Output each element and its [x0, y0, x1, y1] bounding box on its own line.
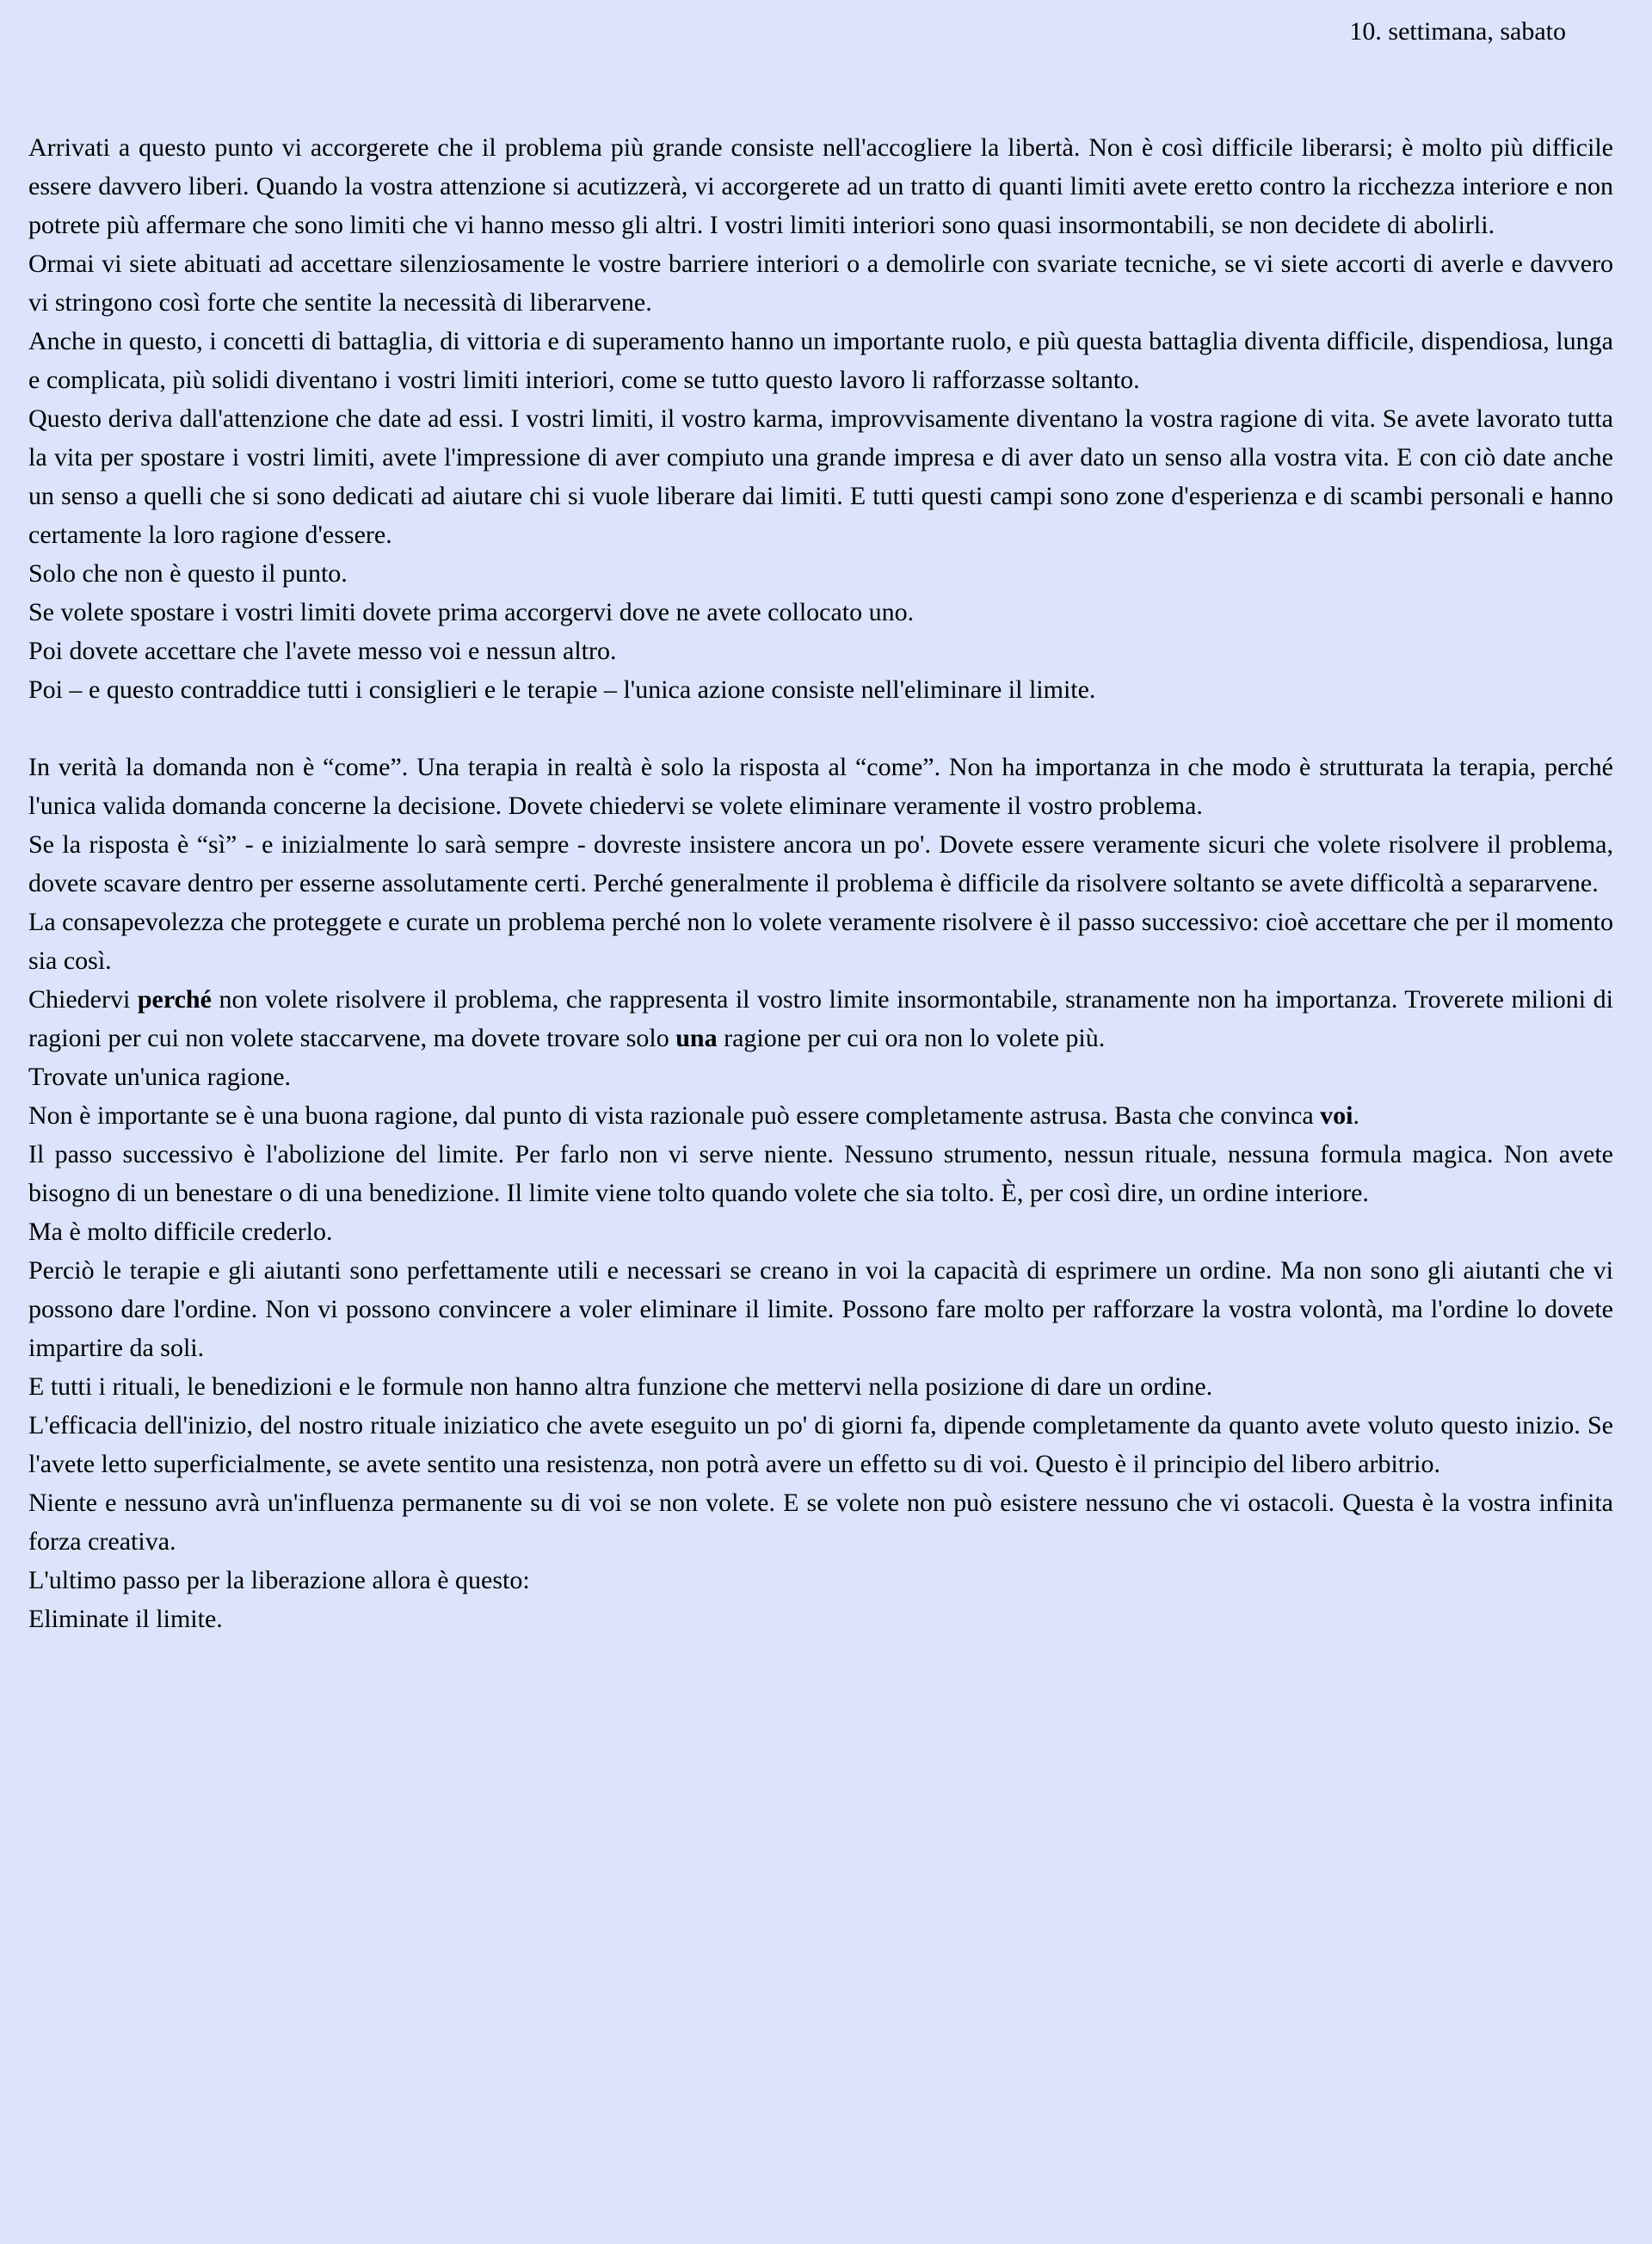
text-segment: Non è importante se è una buona ragione, dal punto di vista razionale può essere completamente astrusa. Basta che convinca	[28, 1101, 1321, 1130]
text-segment: Se la risposta è “sì” - e inizialmente lo sarà sempre - dovreste insistere ancora un po'. Dovete essere veramente sicuri che volete risolvere il problema, dovete scavare dentro per esserne assolutamente certi. Perché generalmente il problema è difficile da risolvere soltanto se avete difficoltà a separarvene.	[28, 830, 1613, 897]
text-segment: Arrivati a questo punto vi accorgerete che il problema più grande consiste nell'accogliere la libertà. Non è così difficile liberarsi; è molto più difficile essere davvero liberi. Quando la vostra attenzione si acutizzerà, vi accorgerete ad un tratto di quanti limiti avete eretto contro la ricchezza interiore e non potrete più affermare che sono limiti che vi hanno messo gli altri. I vostri limiti interiori sono quasi insormontabili, se non decidete di abolirli.	[28, 133, 1613, 239]
header-date: 10. settimana, sabato	[1349, 17, 1566, 46]
paragraph	[28, 748, 1613, 825]
document-body	[28, 128, 1613, 1638]
text-segment: Eliminate il limite.	[28, 1605, 223, 1633]
text-segment: .	[1353, 1101, 1359, 1130]
paragraph	[28, 1367, 1613, 1406]
paragraph	[28, 825, 1613, 903]
text-segment: La consapevolezza che proteggete e curate un problema perché non lo volete veramente risolvere è il passo successivo: cioè accettare che per il momento sia così.	[28, 908, 1613, 975]
paragraph	[28, 980, 1613, 1057]
paragraph	[28, 1561, 1613, 1600]
text-segment: Il passo successivo è l'abolizione del limite. Per farlo non vi serve niente. Nessuno strumento, nessun rituale, nessuna formula magica. Non avete bisogno di un benestare o di una benedizione. Il limite viene tolto quando volete che sia tolto. È, per così dire, un ordine interiore.	[28, 1140, 1613, 1207]
text-segment: Trovate un'unica ragione.	[28, 1063, 292, 1091]
paragraph	[28, 1251, 1613, 1367]
paragraph	[28, 1406, 1613, 1483]
paragraph	[28, 322, 1613, 399]
paragraph	[28, 128, 1613, 244]
text-segment: Poi – e questo contraddice tutti i consiglieri e le terapie – l'unica azione consiste nell'eliminare il limite.	[28, 675, 1096, 704]
paragraph	[28, 1057, 1613, 1096]
paragraph	[28, 554, 1613, 593]
paragraph	[28, 1135, 1613, 1212]
page-header	[28, 12, 1613, 51]
text-segment: Chiedervi	[28, 985, 138, 1014]
text-segment: Niente e nessuno avrà un'influenza permanente su di voi se non volete. E se volete non può esistere nessuno che vi ostacoli. Questa è la vostra infinita forza creativa.	[28, 1489, 1613, 1556]
text-segment: L'efficacia dell'inizio, del nostro rituale iniziatico che avete eseguito un po' di giorni fa, dipende completamente da quanto avete voluto questo inizio. Se l'avete letto superficialmente, se avete sentito una resistenza, non potrà avere un effetto su di voi. Questo è il principio del libero arbitrio.	[28, 1411, 1613, 1478]
text-segment: Ormai vi siete abituati ad accettare silenziosamente le vostre barriere interiori o a demolirle con svariate tecniche, se vi siete accorti di averle e davvero vi stringono così forte che sentite la necessità di liberarvene.	[28, 250, 1613, 317]
text-segment: Ma è molto difficile crederlo.	[28, 1218, 333, 1246]
paragraph	[28, 1096, 1613, 1135]
text-segment: E tutti i rituali, le benedizioni e le formule non hanno altra funzione che mettervi nella posizione di dare un ordine.	[28, 1372, 1213, 1401]
paragraph	[28, 399, 1613, 554]
text-segment: non volete risolvere il problema, che rappresenta il vostro limite insormontabile, stranamente non ha importanza. Troverete milioni di ragioni per cui non volete staccarvene, ma dovete trovare solo	[28, 985, 1613, 1052]
paragraph	[28, 244, 1613, 322]
paragraph	[28, 1483, 1613, 1561]
paragraph	[28, 670, 1613, 709]
text-segment: Solo che non è questo il punto.	[28, 559, 348, 588]
text-segment: In verità la domanda non è “come”. Una terapia in realtà è solo la risposta al “come”. Non ha importanza in che modo è strutturata la terapia, perché l'unica valida domanda concerne la decisione. Dovete chiedervi se volete eliminare veramente il vostro problema.	[28, 753, 1613, 820]
bold-text-segment: voi	[1320, 1101, 1353, 1130]
text-segment: Perciò le terapie e gli aiutanti sono perfettamente utili e necessari se creano in voi la capacità di esprimere un ordine. Ma non sono gli aiutanti che vi possono dare l'ordine. Non vi possono convincere a voler eliminare il limite. Possono fare molto per rafforzare la vostra volontà, ma l'ordine lo dovete impartire da soli.	[28, 1256, 1613, 1362]
bold-text-segment: una	[675, 1024, 718, 1052]
text-segment: L'ultimo passo per la liberazione allora è questo:	[28, 1566, 530, 1594]
text-segment: ragione per cui ora non lo volete più.	[717, 1024, 1106, 1052]
text-segment: Poi dovete accettare che l'avete messo voi e nessun altro.	[28, 637, 617, 665]
paragraph	[28, 593, 1613, 632]
text-segment: Anche in questo, i concetti di battaglia, di vittoria e di superamento hanno un importante ruolo, e più questa battaglia diventa difficile, dispendiosa, lunga e complicata, più solidi diventano i vostri limiti interiori, come se tutto questo lavoro li rafforzasse soltanto.	[28, 327, 1613, 394]
text-segment: Questo deriva dall'attenzione che date ad essi. I vostri limiti, il vostro karma, improvvisamente diventano la vostra ragione di vita. Se avete lavorato tutta la vita per spostare i vostri limiti, avete l'impressione di aver compiuto una grande impresa e di aver dato un senso alla vostra vita. E con ciò date anche un senso a quelli che si sono dedicati ad aiutare chi si vuole liberare dai limiti. E tutti questi campi sono zone d'esperienza e di scambi personali e hanno certamente la loro ragione d'essere.	[28, 404, 1613, 549]
paragraph	[28, 1600, 1613, 1638]
text-segment: Se volete spostare i vostri limiti dovete prima accorgervi dove ne avete collocato uno.	[28, 598, 915, 626]
paragraph	[28, 1212, 1613, 1251]
bold-text-segment: perché	[137, 985, 212, 1014]
paragraph	[28, 632, 1613, 670]
paragraph	[28, 903, 1613, 980]
